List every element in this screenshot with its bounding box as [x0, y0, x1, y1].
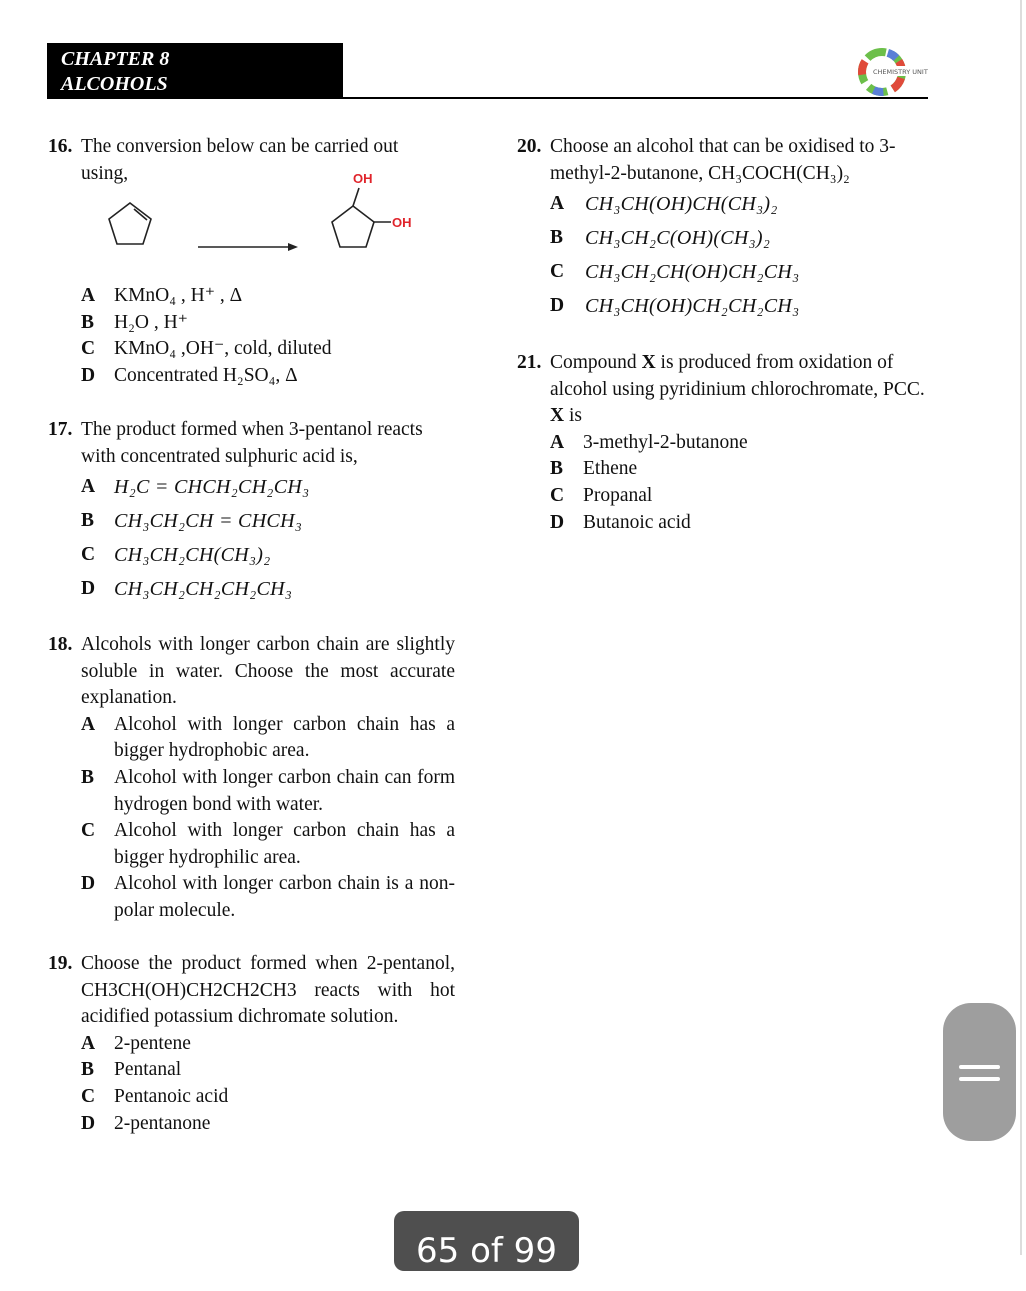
question-19	[48, 951, 455, 1137]
question-text: Alcohols with longer carbon chain are slightly soluble in water. Choose the most accurate explanation.	[81, 634, 455, 709]
option-b[interactable]: B CH₃CH₂C(OH)(CH₃)₂	[550, 227, 771, 250]
option-a[interactable]: A CH₃CH(OH)CH(CH₃)₂	[550, 193, 778, 216]
option-b[interactable]: B H₂O , H⁺	[81, 311, 188, 333]
question-text: Compound X is produced from oxidation of alcohol using pyridinium chlorochromate, PCC. X is	[550, 352, 925, 427]
option-c[interactable]: C Propanal	[550, 484, 653, 506]
question-number: 18.	[48, 634, 73, 655]
grip-line-icon	[959, 1065, 1000, 1069]
option-b[interactable]: B CH₃CH₂CH = CHCH₃	[81, 510, 303, 533]
header-rule	[47, 97, 928, 99]
option-c[interactable]: C Pentanoic acid	[81, 1085, 229, 1107]
option-a[interactable]: A 2-pentene	[81, 1032, 191, 1054]
option-d[interactable]: D Butanoic acid	[550, 511, 691, 533]
chapter-header	[47, 43, 343, 97]
question-18	[48, 632, 455, 925]
chapter-number: CHAPTER 8	[61, 48, 170, 70]
option-c[interactable]: C CH₃CH₂CH(CH₃)₂	[81, 544, 271, 567]
option-b[interactable]: B Ethene	[550, 458, 638, 480]
question-number: 20.	[517, 136, 542, 157]
option-a[interactable]: A 3-methyl-2-butanone	[550, 431, 748, 453]
question-21	[517, 350, 927, 536]
option-d[interactable]: D 2-pentanone	[81, 1112, 211, 1134]
option-c[interactable]: C Alcohol with longer carbon chain has a bigger hydrophilic area.	[81, 820, 455, 868]
svg-text:CHEMISTRY UNIT: CHEMISTRY UNIT	[873, 68, 928, 76]
option-a[interactable]: A KMnO₄ , H⁺ , Δ	[81, 285, 243, 307]
hydroxyl-label: OH	[353, 171, 373, 187]
option-d[interactable]: D CH₃CH(OH)CH₂CH₂CH₃	[550, 295, 800, 318]
chemistry-unit-logo	[858, 48, 928, 96]
option-d[interactable]: D Concentrated H₂SO₄, Δ	[81, 364, 298, 386]
option-a[interactable]: A Alcohol with longer carbon chain has a bigger hydrophobic area.	[81, 713, 455, 762]
chapter-title: ALCOHOLS	[61, 73, 168, 95]
option-c[interactable]: C KMnO₄ ,OH⁻, cold, diluted	[81, 338, 332, 360]
option-d[interactable]: D Alcohol with longer carbon chain is a non-polar molecule.	[81, 873, 455, 921]
question-16	[48, 134, 458, 390]
question-text: The product formed when 3-pentanol reacts with concentrated sulphuric acid is,	[81, 419, 423, 467]
question-text: Choose the product formed when 2-pentanol, CH3CH(OH)CH2CH2CH3 reacts with hot acidified potassium dichromate solution.	[81, 953, 455, 1028]
option-b[interactable]: B Pentanal	[81, 1059, 182, 1081]
question-17	[48, 417, 458, 606]
option-a[interactable]: A H₂C = CHCH₂CH₂CH₃	[81, 476, 310, 499]
option-d[interactable]: D CH₃CH₂CH₂CH₂CH₃	[81, 578, 293, 601]
reaction-diagram	[103, 171, 443, 291]
option-c[interactable]: C CH₃CH₂CH(OH)CH₂CH₃	[550, 261, 800, 284]
question-number: 17.	[48, 419, 73, 440]
scrollbar-track[interactable]	[1020, 0, 1022, 1255]
question-20	[517, 134, 927, 323]
question-text: Choose an alcohol that can be oxidised to 3-methyl-2-butanone, CH₃COCH(CH₃)₂	[550, 136, 896, 184]
question-number: 16.	[48, 136, 73, 157]
question-number: 19.	[48, 953, 73, 974]
question-text: The conversion below can be carried out using,	[81, 136, 399, 184]
option-b[interactable]: B Alcohol with longer carbon chain can form hydrogen bond with water.	[81, 766, 455, 815]
scroll-handle[interactable]	[943, 1003, 1016, 1141]
question-number: 21.	[517, 352, 542, 373]
page-indicator: 65 of 99	[394, 1211, 579, 1271]
hydroxyl-label: OH	[392, 215, 412, 231]
grip-line-icon	[959, 1077, 1000, 1081]
